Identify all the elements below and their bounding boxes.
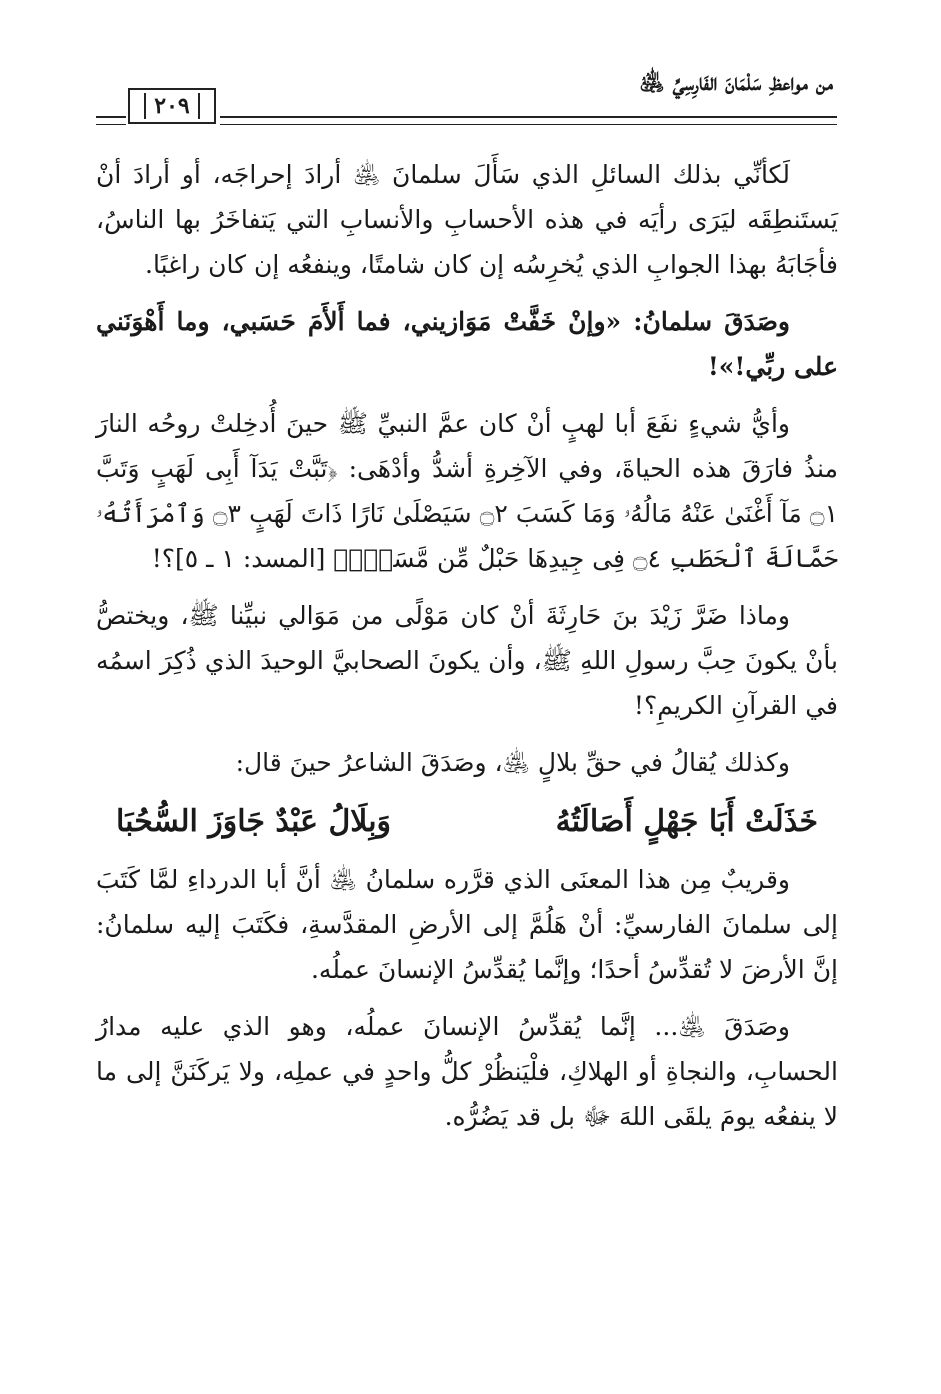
paragraph: وصَدَقَ ﵁... إنَّما يُقدِّسُ الإنسانَ عملُه، وهو الذي عليه مدارُ الحسابِ، والنجاةِ أو الهلاكِ، فلْيَنظُرْ كلُّ واحدٍ في عملِه، ولا يَركَنَنَّ إلى ما لا ينفعُه يومَ يلقَى اللهَ ﷻ بل قد يَضُرُّه. <box>96 1012 838 1131</box>
header-rule-left <box>96 116 126 125</box>
poetry-verse <box>96 797 838 847</box>
paragraph: وقريبٌ مِن هذا المعنَى الذي قرَّره سلمانُ ﵁ أنَّ أبا الدرداءِ لمَّا كَتَبَ إلى سلمانَ الفارسيِّ: أنْ هَلُمَّ إلى الأرضِ المقدَّسةِ، فكَتَبَ إليه سلمانُ: إنَّ الأرضَ لا تُقدِّسُ أحدًا؛ وإنَّما يُقدِّسُ الإنسانَ عملُه. <box>96 865 838 984</box>
poetry-first-hemistich: خَذَلَتْ أَبَا جَهْلٍ أَصَالَتُهُ <box>555 804 818 839</box>
paragraph-quran: وأيُّ شيءٍ نفَعَ أبا لهبٍ أنْ كان عمَّ النبيِّ ﷺ حينَ أُدخِلتْ روحُه النارَ منذُ فارَقَ هذه الحياةَ، وفي الآخِرةِ أشدُّ وأدْهَى: ﴿تَبَّتْ يَدَآ أَبِى لَهَبٍ وَتَبَّ ۝١ مَآ أَغْنَىٰ عَنْهُ مَالُهُۥ وَمَا كَسَبَ ۝٢ سَيَصْلَىٰ نَارًا ذَاتَ لَهَبٍ ۝٣ وَٱمْرَأَتُهُۥ حَمَّالَةَ ٱلْحَطَبِ ۝٤ فِى جِيدِهَا حَبْلٌ مِّن مَّسَدٍۭ﴾ [المسد: ١ ـ ٥]؟! <box>96 409 838 573</box>
paragraph: وكذلك يُقالُ في حقِّ بلالٍ ﵁، وصَدَقَ الشاعرُ حينَ قال: <box>235 748 790 777</box>
running-title: من مواعظِ سَلْمَانَ الفَارِسِيِّ ﵁ <box>639 69 833 96</box>
paragraph: لَكأنِّي بذلك السائلِ الذي سَأَلَ سلمانَ ﵁ أرادَ إحراجَه، أو أرادَ أنْ يَستَنطِقَه ليَرَى رأيَه في هذه الأحسابِ والأنسابِ التي يَتفاخَرُ بها الناسُ، فأجَابَهُ بهذا الجوابِ الذي يُخرِسُه إن كان شامتًا، وينفعُه إن كان راغبًا. <box>96 160 838 279</box>
paragraph-quote: وصَدَقَ سلمانُ: «وإنْ خَفَّتْ مَوَازيني، فما أَلأَمَ حَسَبي، وما أَهْوَنَني على ربِّي!»! <box>96 307 838 381</box>
header-rule <box>220 116 837 125</box>
page-number: ٢٠٩ <box>144 93 199 119</box>
paragraph: وماذا ضَرَّ زَيْدَ بنَ حَارِثَةَ أنْ كان مَوْلًى من مَوَالي نبيِّنا ﷺ، ويختصُّ بأنْ يكونَ حِبَّ رسولِ اللهِ ﷺ، وأن يكونَ الصحابيَّ الوحيدَ الذي ذُكِرَ اسمُه في القرآنِ الكريمِ؟! <box>96 601 838 720</box>
page-number-frame <box>128 88 216 124</box>
page-body <box>96 152 838 1151</box>
poetry-second-hemistich: وَبِلَالُ عَبْدٌ جَاوَزَ السُّحُبَا <box>116 804 392 839</box>
